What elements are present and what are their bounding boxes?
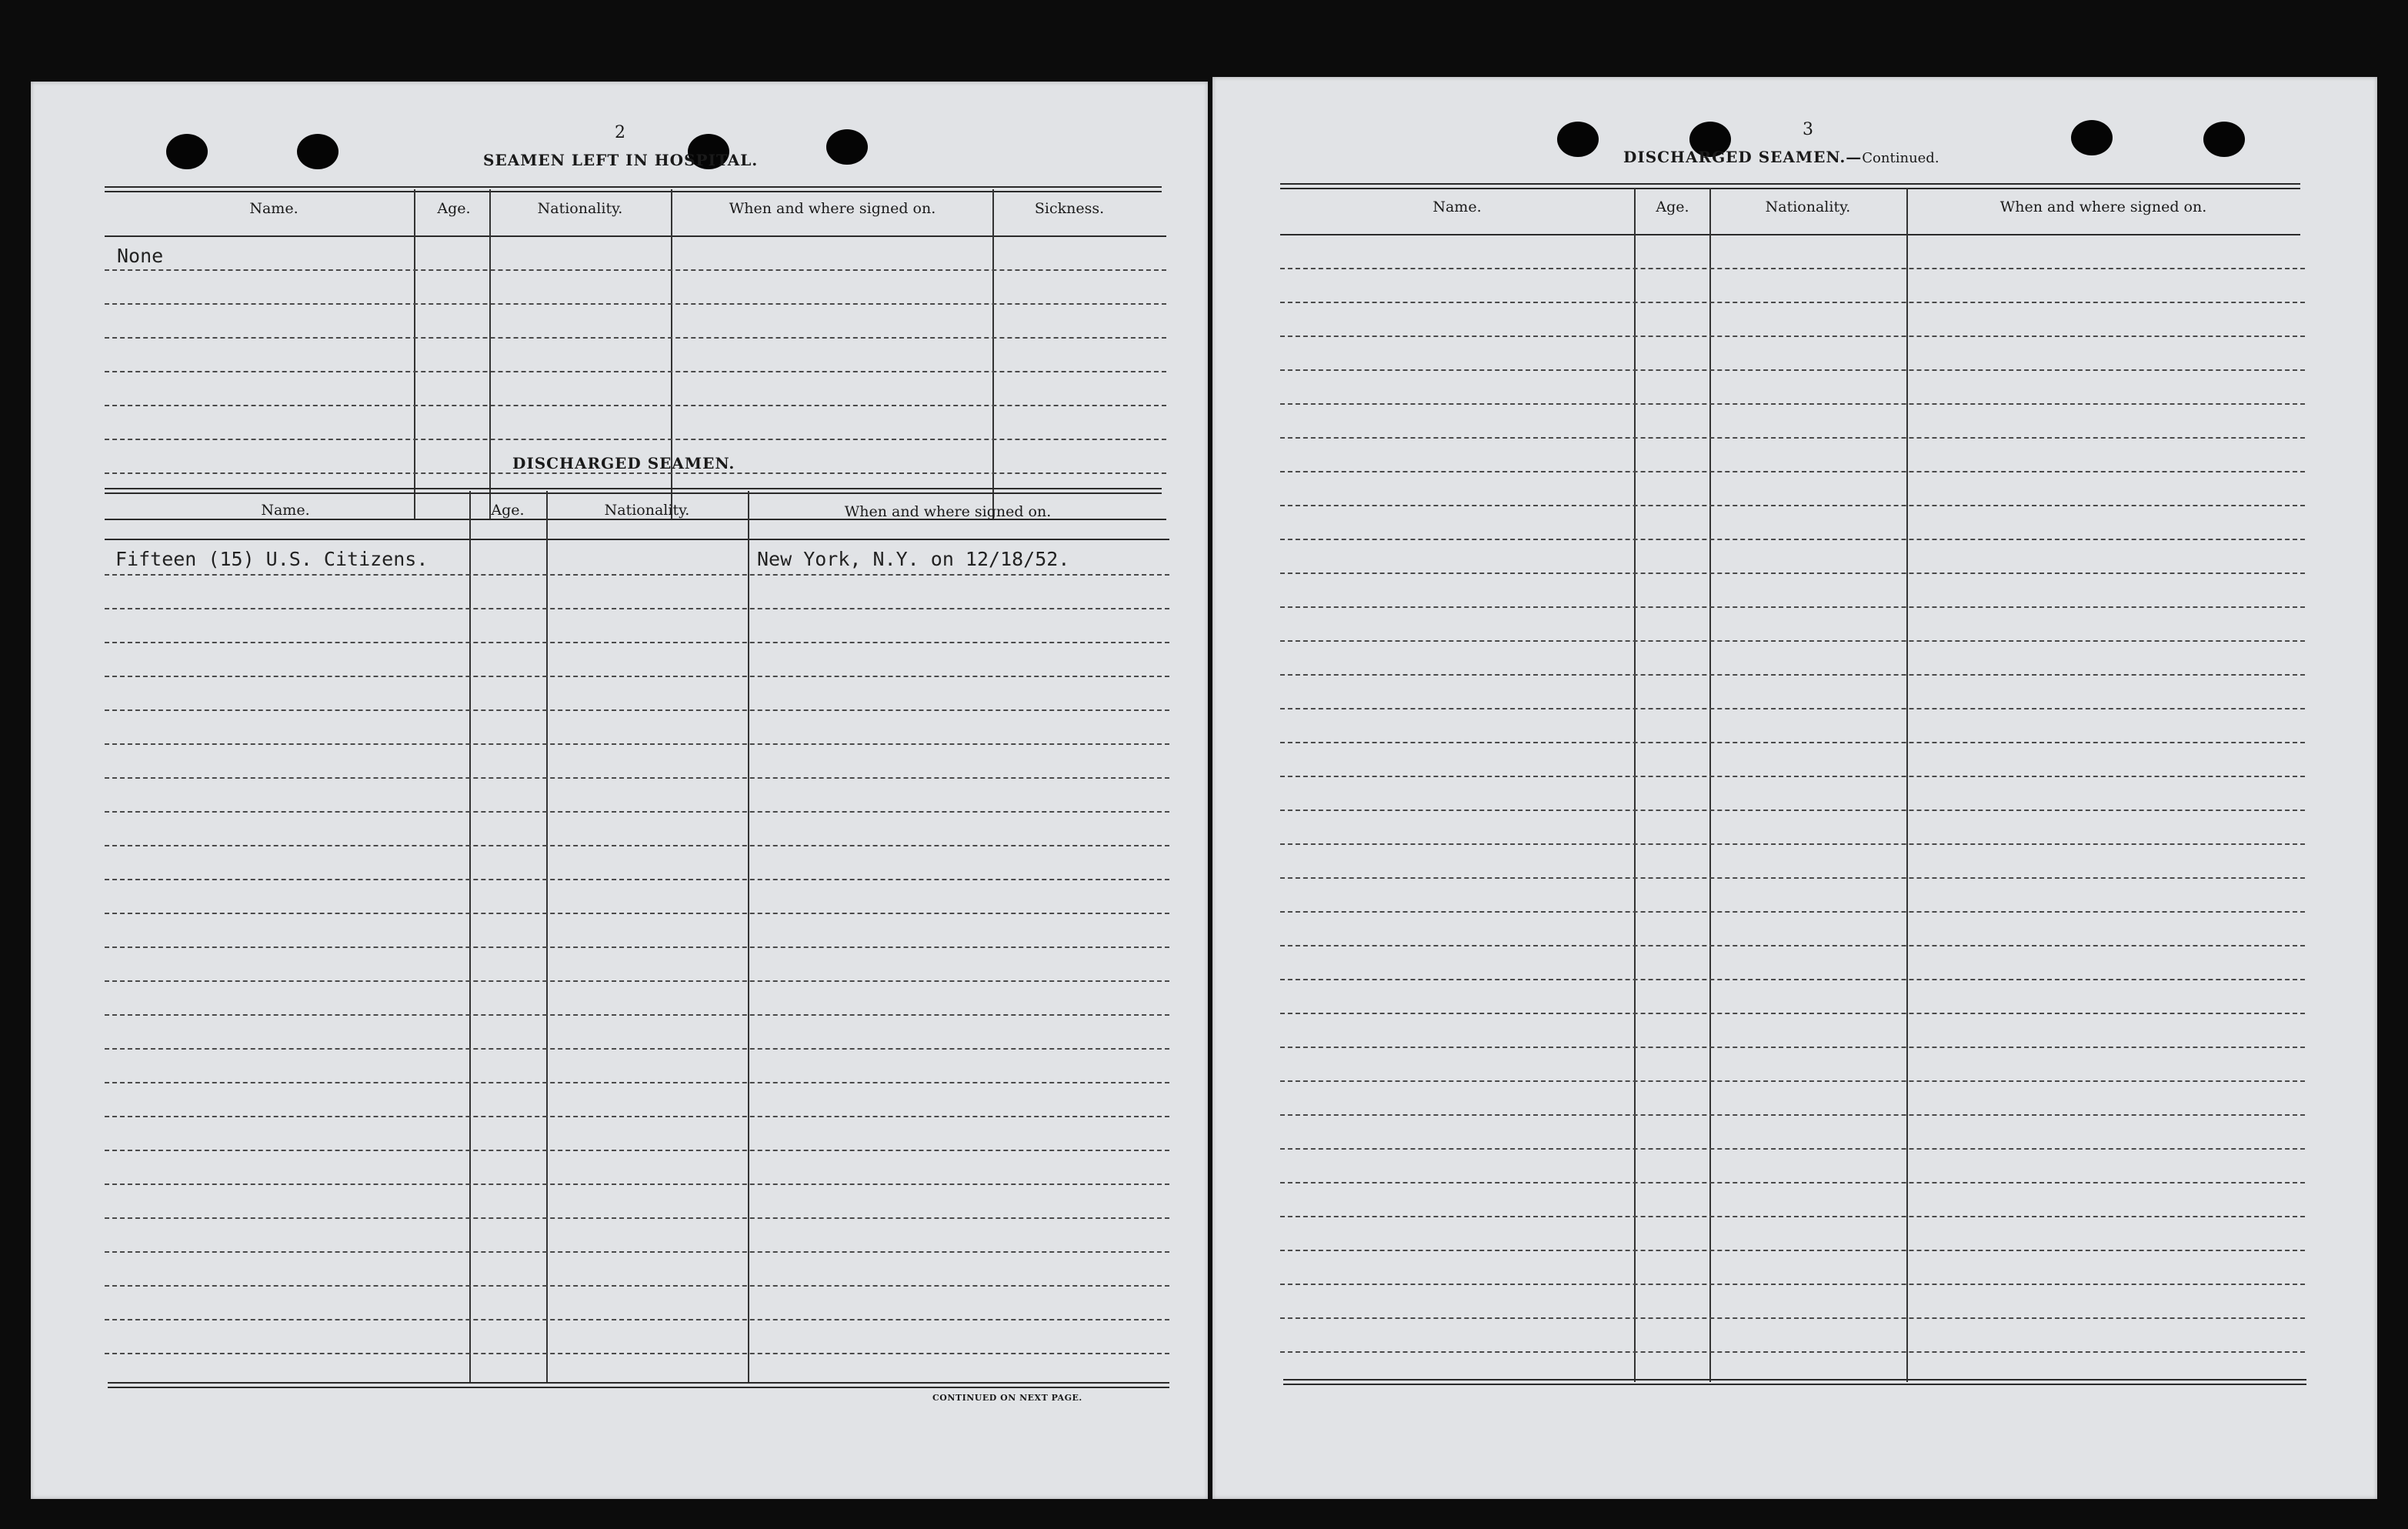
row-line (105, 777, 1169, 779)
table-top-rule (105, 186, 1162, 192)
row-line (105, 676, 1169, 677)
row-line (1280, 1351, 2305, 1353)
row-line (1280, 1114, 2305, 1116)
row-line (1280, 843, 2305, 845)
left-page (31, 82, 1208, 1499)
column-divider (414, 189, 415, 519)
row-line (105, 743, 1169, 745)
row-line (1280, 742, 2305, 743)
row-line (1280, 302, 2305, 303)
header-underline (105, 539, 1169, 540)
column-header-age: Age. (491, 502, 525, 519)
row-line (1280, 268, 2305, 269)
row-line (105, 608, 1169, 609)
page-number: 2 (615, 123, 625, 142)
row-line (1280, 1284, 2305, 1285)
punch-hole (1557, 122, 1599, 157)
row-line (105, 405, 1166, 406)
row-line (105, 1183, 1169, 1185)
row-line (105, 913, 1169, 914)
row-line (1280, 1250, 2305, 1251)
discharged-entry-name: Fifteen (15) U.S. Citizens. (115, 548, 429, 570)
row-line (1280, 606, 2305, 608)
header-underline (105, 235, 1166, 237)
row-line (105, 845, 1169, 846)
table-top-rule (1280, 183, 2300, 189)
row-line (1280, 877, 2305, 879)
row-line (105, 371, 1166, 372)
row-line (105, 439, 1166, 440)
punch-hole (826, 129, 868, 165)
row-line (105, 1150, 1169, 1151)
column-header-signed-on: When and where signed on. (729, 200, 936, 217)
column-header-sickness: Sickness. (1034, 200, 1105, 217)
row-line (105, 879, 1169, 880)
column-header-age: Age. (437, 200, 471, 217)
row-line (105, 1217, 1169, 1219)
row-line (105, 1285, 1169, 1287)
hospital-entry-name: None (117, 245, 164, 267)
table-top-rule (105, 488, 1162, 494)
column-header-name: Name. (261, 502, 310, 519)
column-divider (469, 491, 471, 1384)
punch-hole (166, 134, 208, 169)
column-divider (1634, 188, 1636, 1382)
row-line (1280, 1047, 2305, 1048)
row-line (105, 811, 1169, 813)
row-line (1280, 674, 2305, 676)
continued-note: CONTINUED ON NEXT PAGE. (932, 1393, 1082, 1403)
section-title-discharged: DISCHARGED SEAMEN. (512, 454, 735, 472)
row-line (1280, 336, 2305, 337)
column-divider (992, 189, 994, 519)
punch-hole (2203, 122, 2245, 157)
row-line (105, 1082, 1169, 1083)
column-header-nationality: Nationality. (537, 200, 623, 217)
column-divider (1906, 188, 1908, 1382)
row-line (105, 1014, 1169, 1016)
row-line (1280, 776, 2305, 777)
row-line (1280, 505, 2305, 506)
right-page (1212, 77, 2377, 1499)
row-line (105, 303, 1166, 305)
page-number: 3 (1803, 120, 1813, 139)
row-line (105, 980, 1169, 982)
row-line (1280, 403, 2305, 405)
column-header-name: Name. (1432, 199, 1482, 215)
discharged-entry-signed-on: New York, N.Y. on 12/18/52. (757, 548, 1070, 570)
row-line (105, 574, 1169, 576)
row-line (1280, 1317, 2305, 1319)
row-line (105, 1353, 1169, 1354)
section-title-hospital: SEAMEN LEFT IN HOSPITAL. (483, 151, 759, 169)
column-divider (1709, 188, 1711, 1382)
row-line (1280, 369, 2305, 371)
row-line (105, 1116, 1169, 1117)
row-line (1280, 437, 2305, 439)
row-line (1280, 1013, 2305, 1014)
row-line (1280, 911, 2305, 913)
column-divider (748, 491, 749, 1384)
row-line (105, 1048, 1169, 1050)
row-line (1280, 640, 2305, 642)
section-title-discharged-continued (1623, 148, 1939, 166)
row-line (105, 709, 1169, 711)
column-divider (489, 189, 491, 519)
row-line (1280, 1216, 2305, 1217)
title-continued: Continued. (1862, 150, 1939, 166)
row-line (105, 269, 1166, 271)
row-line (105, 1319, 1169, 1320)
row-line (1280, 810, 2305, 811)
table-bottom-rule (108, 1382, 1169, 1388)
punch-hole (297, 134, 339, 169)
column-divider (546, 491, 548, 1384)
row-line (1280, 1080, 2305, 1082)
column-header-signed-on: When and where signed on. (1999, 199, 2207, 215)
column-header-age: Age. (1656, 199, 1689, 215)
row-line (105, 337, 1166, 339)
column-header-nationality: Nationality. (604, 502, 690, 519)
column-header-nationality: Nationality. (1765, 199, 1851, 215)
row-line (1280, 1148, 2305, 1150)
punch-hole (2071, 120, 2113, 155)
row-line (105, 642, 1169, 643)
row-line (1280, 979, 2305, 980)
row-line (1280, 945, 2305, 946)
row-line (1280, 1182, 2305, 1183)
header-underline (1280, 234, 2300, 235)
row-line (1280, 471, 2305, 472)
row-line (1280, 539, 2305, 540)
row-line (1280, 573, 2305, 574)
title-text: DISCHARGED SEAMEN.— (1623, 148, 1863, 166)
row-line (105, 946, 1169, 948)
table-bottom-rule (1283, 1379, 2306, 1385)
row-line (105, 472, 1166, 474)
row-line (1280, 708, 2305, 709)
row-line (105, 1251, 1169, 1253)
column-header-signed-on: When and where signed on. (844, 503, 1052, 520)
column-header-name: Name. (249, 200, 298, 217)
